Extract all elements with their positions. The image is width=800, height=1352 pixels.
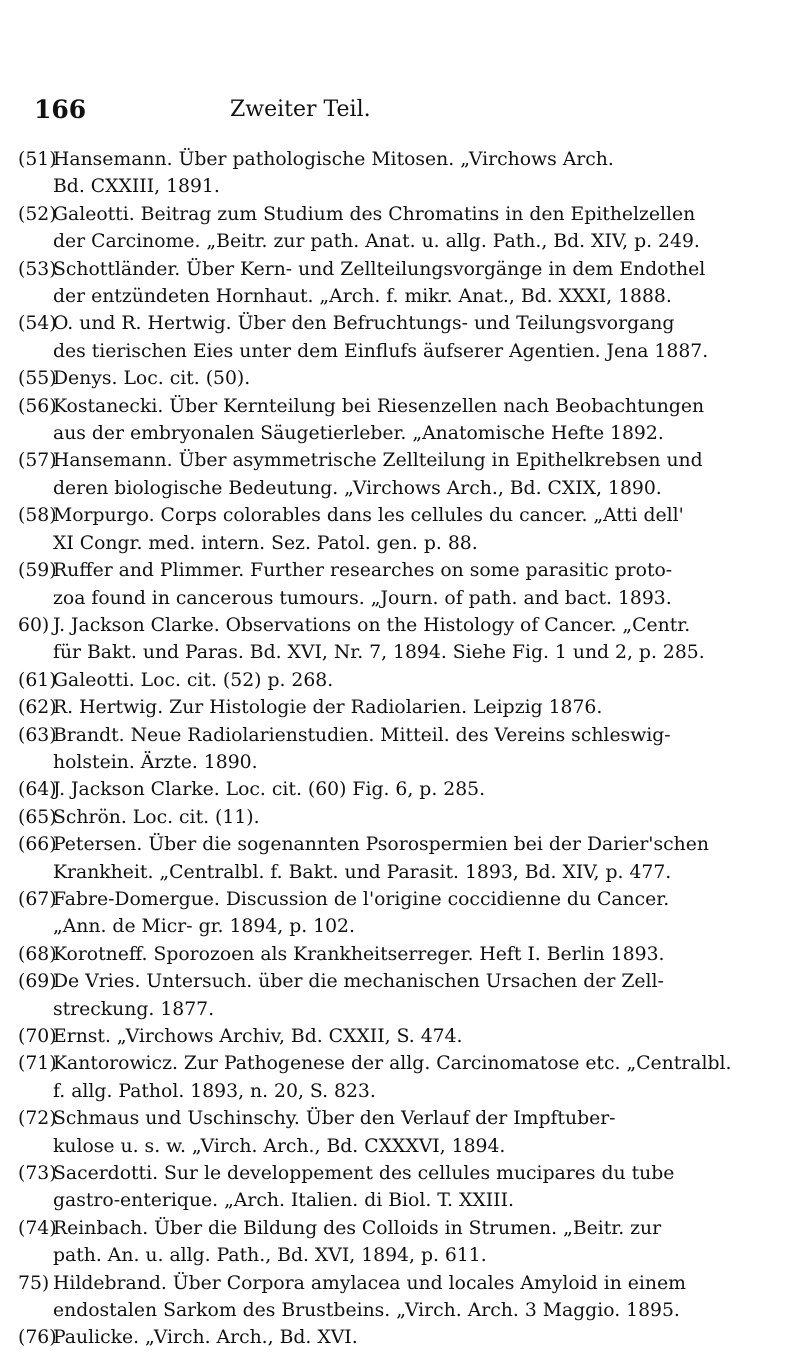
reference-number: (53)	[18, 258, 57, 280]
reference-entry	[18, 722, 788, 777]
reference-line: Hildebrand. Über Corpora amylacea und locales Amyloid in einem	[53, 1272, 686, 1294]
reference-line: J. Jackson Clarke. Loc. cit. (60) Fig. 6, p. 285.	[53, 779, 486, 801]
reference-line: Ernst. „Virchows Archiv, Bd. CXXII, S. 474.	[53, 1026, 463, 1047]
reference-entry	[18, 256, 788, 311]
reference-entry	[18, 941, 788, 968]
reference-number: (72)	[18, 1108, 57, 1130]
reference-number: (74)	[18, 1217, 57, 1239]
reference-line: Kantorowicz. Zur Pathogenese der allg. Carcinomatose etc. „Centralbl.	[53, 1053, 732, 1075]
reference-entry	[18, 1023, 788, 1050]
reference-line: für Bakt. und Paras. Bd. XVI, Nr. 7, 1894. Siehe Fig. 1 und 2, p. 285.	[53, 642, 705, 664]
reference-entry	[18, 502, 788, 557]
reference-line: streckung. 1877.	[53, 998, 215, 1020]
reference-entry	[18, 968, 788, 1023]
reference-line: Denys. Loc. cit. (50).	[53, 368, 251, 390]
reference-entry	[18, 365, 788, 392]
reference-entry	[18, 557, 788, 612]
reference-entry	[18, 447, 788, 502]
reference-entry	[18, 146, 788, 201]
reference-entry	[18, 1050, 788, 1105]
reference-line: Brandt. Neue Radiolarienstudien. Mitteil. des Vereins schleswig-	[53, 724, 671, 746]
reference-number: 75)	[18, 1272, 50, 1294]
reference-entry	[18, 1105, 788, 1160]
reference-line: deren biologische Bedeutung. „Virchows Arch., Bd. CXIX, 1890.	[53, 477, 662, 499]
reference-line: Morpurgo. Corps colorables dans les cellules du cancer. „Atti dell'	[53, 505, 684, 527]
reference-entry	[18, 1215, 788, 1270]
reference-line: des tierischen Eies unter dem Einflufs äufserer Agentien. Jena 1887.	[53, 340, 709, 362]
reference-line: XI Congr. med. intern. Sez. Patol. gen. p. 88.	[53, 532, 478, 554]
reference-line: Korotneff. Sporozoen als Krankheitserreger. Heft I. Berlin 1893.	[53, 943, 665, 965]
reference-line: Hansemann. Über pathologische Mitosen. „Virchows Arch.	[53, 149, 614, 170]
reference-number: (58)	[18, 505, 57, 527]
reference-line: Sacerdotti. Sur le developpement des cellules mucipares du tube	[53, 1163, 675, 1185]
reference-number: (66)	[18, 834, 57, 856]
reference-line: Paulicke. „Virch. Arch., Bd. XVI.	[53, 1327, 358, 1349]
running-title: Zweiter Teil.	[230, 97, 371, 122]
reference-line: J. Jackson Clarke. Observations on the Histology of Cancer. „Centr.	[53, 614, 691, 636]
reference-entry	[18, 831, 788, 886]
reference-line: Fabre-Domergue. Discussion de l'origine coccidienne du Cancer.	[53, 888, 670, 910]
reference-number: (61)	[18, 669, 57, 691]
reference-number: (76)	[18, 1327, 57, 1349]
reference-line: Galeotti. Beitrag zum Studium des Chromatins in den Epithelzellen	[53, 203, 696, 225]
reference-number: (69)	[18, 971, 57, 993]
reference-number: (55)	[18, 368, 57, 390]
page-header	[34, 95, 734, 129]
reference-number: (63)	[18, 724, 57, 746]
reference-entry	[18, 393, 788, 448]
reference-line: holstein. Ärzte. 1890.	[53, 751, 258, 773]
page-number: 166	[34, 95, 87, 124]
reference-line: endostalen Sarkom des Brustbeins. „Virch. Arch. 3 Maggio. 1895.	[53, 1300, 680, 1322]
reference-entry	[18, 612, 788, 667]
reference-number: (71)	[18, 1053, 57, 1075]
reference-line: kulose u. s. w. „Virch. Arch., Bd. CXXXVI, 1894.	[53, 1135, 506, 1157]
reference-entry	[18, 1324, 788, 1351]
reference-line: Schottländer. Über Kern- und Zellteilungsvorgänge in dem Endothel	[53, 258, 706, 280]
reference-number: (54)	[18, 313, 57, 335]
reference-line: Schmaus und Uschinschy. Über den Verlauf der Impftuber-	[53, 1108, 616, 1130]
reference-line: R. Hertwig. Zur Histologie der Radiolarien. Leipzig 1876.	[53, 697, 603, 719]
reference-number: (70)	[18, 1026, 57, 1047]
reference-line: De Vries. Untersuch. über die mechanischen Ursachen der Zell-	[53, 971, 664, 993]
reference-line: der Carcinome. „Beitr. zur path. Anat. u. allg. Path., Bd. XIV, p. 249.	[53, 231, 700, 253]
reference-line: path. An. u. allg. Path., Bd. XVI, 1894, p. 611.	[53, 1245, 487, 1267]
reference-entry	[18, 310, 788, 365]
reference-list	[18, 146, 788, 1352]
reference-line: f. allg. Pathol. 1893, n. 20, S. 823.	[53, 1080, 376, 1102]
reference-line: Ruffer and Plimmer. Further researches on some parasitic proto-	[53, 560, 673, 582]
reference-number: (62)	[18, 697, 57, 719]
reference-number: (51)	[18, 149, 57, 170]
reference-line: Krankheit. „Centralbl. f. Bakt. und Parasit. 1893, Bd. XIV, p. 477.	[53, 861, 672, 883]
reference-line: Reinbach. Über die Bildung des Colloids in Strumen. „Beitr. zur	[53, 1217, 662, 1239]
reference-entry	[18, 804, 788, 831]
reference-line: der entzündeten Hornhaut. „Arch. f. mikr. Anat., Bd. XXXI, 1888.	[53, 286, 672, 308]
reference-entry	[18, 886, 788, 941]
reference-entry	[18, 201, 788, 256]
reference-line: gastro-enterique. „Arch. Italien. di Biol. T. XXIII.	[53, 1190, 514, 1212]
reference-entry	[18, 667, 788, 694]
reference-line: zoa found in cancerous tumours. „Journ. of path. and bact. 1893.	[53, 587, 672, 609]
reference-number: (59)	[18, 560, 57, 582]
reference-number: (64)	[18, 779, 57, 801]
reference-entry	[18, 694, 788, 721]
reference-line: Galeotti. Loc. cit. (52) p. 268.	[53, 669, 334, 691]
reference-line: Hansemann. Über asymmetrische Zellteilung in Epithelkrebsen und	[53, 450, 703, 472]
reference-line: Schrön. Loc. cit. (11).	[53, 806, 260, 828]
reference-entry	[18, 776, 788, 803]
reference-number: 60)	[18, 614, 50, 636]
reference-number: (57)	[18, 450, 57, 472]
reference-number: (67)	[18, 888, 57, 910]
reference-line: aus der embryonalen Säugetierleber. „Anatomische Hefte 1892.	[53, 423, 664, 445]
reference-line: Petersen. Über die sogenannten Psorospermien bei der Darier'schen	[53, 834, 709, 856]
reference-number: (73)	[18, 1163, 57, 1185]
reference-number: (56)	[18, 395, 57, 417]
reference-line: „Ann. de Micr- gr. 1894, p. 102.	[53, 916, 355, 938]
reference-number: (52)	[18, 203, 57, 225]
reference-line: Kostanecki. Über Kernteilung bei Riesenzellen nach Beobachtungen	[53, 395, 705, 417]
reference-entry	[18, 1160, 788, 1215]
reference-number: (68)	[18, 943, 57, 965]
reference-line: Bd. CXXIII, 1891.	[53, 176, 220, 198]
reference-entry	[18, 1270, 788, 1325]
reference-number: (65)	[18, 806, 57, 828]
reference-line: O. und R. Hertwig. Über den Befruchtungs- und Teilungsvorgang	[53, 313, 675, 335]
